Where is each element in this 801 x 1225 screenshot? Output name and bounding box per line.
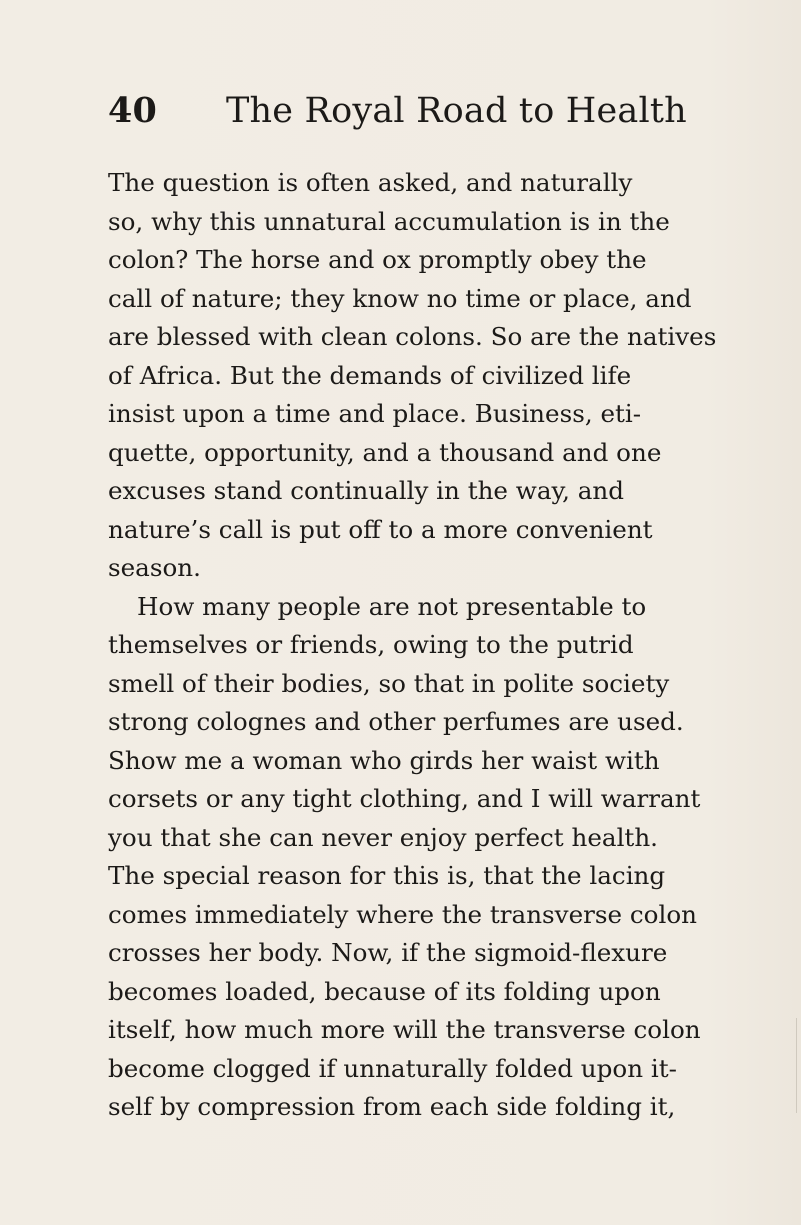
text-line: self by compression from each side folding it, bbox=[108, 1092, 676, 1121]
text-line: quette, opportunity, and a thousand and one bbox=[108, 437, 662, 467]
text-line: becomes loaded, because of its folding upon bbox=[108, 976, 661, 1006]
text-line: crosses her body. Now, if the sigmoid-flexure bbox=[108, 938, 668, 967]
text-line: nature’s call is put off to a more convenient bbox=[108, 514, 653, 544]
text-line: call of nature; they know no time or place, and bbox=[108, 283, 692, 313]
page-number: 40 bbox=[108, 90, 158, 131]
text-line: insist upon a time and place. Business, eti- bbox=[108, 399, 642, 428]
text-line: you that she can never enjoy perfect health. bbox=[108, 822, 658, 852]
text-line: themselves or friends, owing to the putrid bbox=[108, 630, 634, 659]
body-text bbox=[108, 164, 717, 1127]
text-line: smell of their bodies, so that in polite society bbox=[108, 668, 670, 698]
page-edge-mark bbox=[796, 1018, 801, 1113]
text-line: comes immediately where the transverse colon bbox=[108, 899, 697, 929]
text-line: colon? The horse and ox promptly obey the bbox=[108, 245, 647, 274]
text-line: strong colognes and other perfumes are used. bbox=[108, 707, 684, 736]
running-head bbox=[108, 88, 687, 134]
text-line: excuses stand continually in the way, and bbox=[108, 476, 625, 505]
text-line: How many people are not presentable to bbox=[137, 591, 647, 621]
text-line: so, why this unnatural accumulation is in the bbox=[108, 206, 670, 236]
text-line: Show me a woman who girds her waist with bbox=[108, 745, 660, 775]
text-line: The question is often asked, and naturally bbox=[108, 168, 633, 197]
text-line: are blessed with clean colons. So are the natives bbox=[108, 322, 717, 351]
text-line: become clogged if unnaturally folded upon it- bbox=[108, 1053, 677, 1083]
book-title: The Royal Road to Health bbox=[226, 91, 687, 131]
text-line: itself, how much more will the transverse colon bbox=[108, 1015, 701, 1044]
text-line: season. bbox=[108, 553, 201, 582]
text-line: corsets or any tight clothing, and I will warrant bbox=[108, 784, 701, 813]
text-line: of Africa. But the demands of civilized life bbox=[108, 360, 632, 390]
text-line: The special reason for this is, that the lacing bbox=[108, 861, 666, 890]
